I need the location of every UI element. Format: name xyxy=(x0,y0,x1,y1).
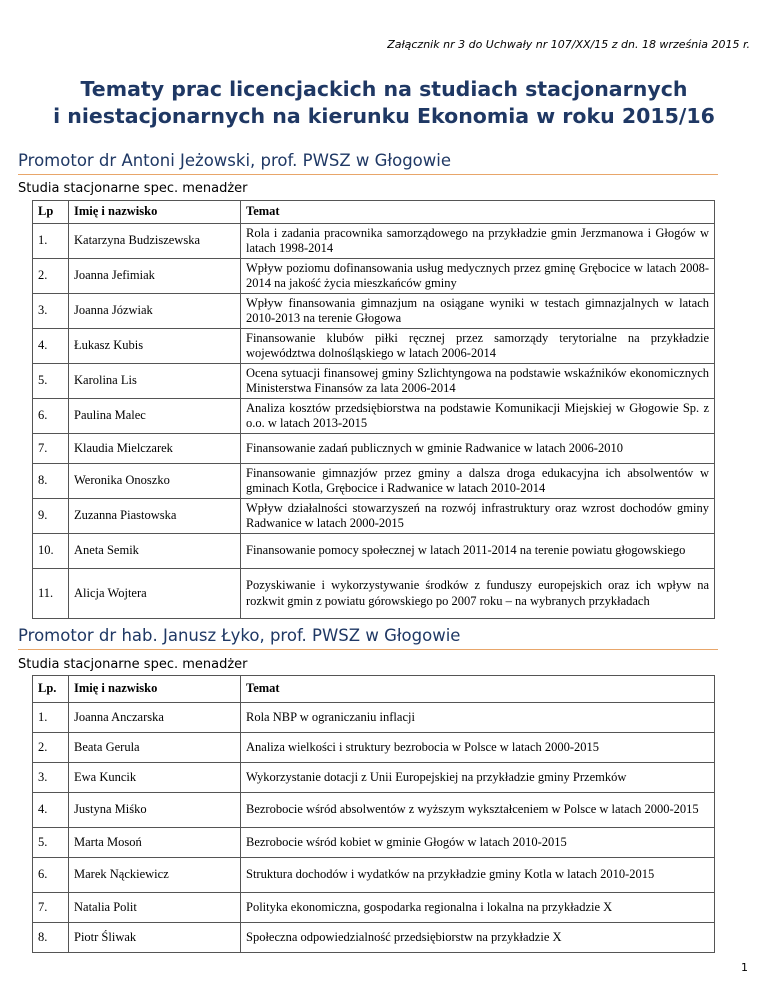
row-name: Łukasz Kubis xyxy=(69,329,241,364)
row-name: Joanna Anczarska xyxy=(69,703,241,733)
header-topic: Temat xyxy=(241,676,715,703)
row-lp: 3. xyxy=(33,294,69,329)
header-name: Imię i nazwisko xyxy=(69,201,241,224)
row-name: Aneta Semik xyxy=(69,534,241,569)
row-name: Ewa Kuncik xyxy=(69,763,241,793)
header-lp: Lp. xyxy=(33,676,69,703)
table-row xyxy=(33,763,715,793)
table-row xyxy=(33,294,715,329)
row-lp: 4. xyxy=(33,793,69,828)
promotor-heading-2: Promotor dr hab. Janusz Łyko, prof. PWSZ w Głogowie xyxy=(18,626,718,650)
row-topic: Wpływ poziomu dofinansowania usług medycznych przez gminę Grębocice w latach 2008-2014 na jakość życia mieszkańców gminy xyxy=(241,259,715,294)
table-row xyxy=(33,534,715,569)
table-row xyxy=(33,569,715,619)
row-lp: 1. xyxy=(33,224,69,259)
row-topic: Rola i zadania pracownika samorządowego na przykładzie gmin Jerzmanowa i Głogów w latach 1998-2014 xyxy=(241,224,715,259)
page-number: 1 xyxy=(741,961,748,974)
row-name: Alicja Wojtera xyxy=(69,569,241,619)
row-lp: 6. xyxy=(33,858,69,893)
table-row xyxy=(33,499,715,534)
specialization-label-1: Studia stacjonarne spec. menadżer xyxy=(18,181,248,196)
table-row xyxy=(33,703,715,733)
table-body-1 xyxy=(33,224,715,619)
title-line-1: Tematy prac licencjackich na studiach stacjonarnych xyxy=(80,77,688,101)
header-note: Załącznik nr 3 do Uchwały nr 107/XX/15 z dn. 18 września 2015 r. xyxy=(387,38,750,51)
table-row xyxy=(33,364,715,399)
row-topic: Finansowanie gimnazjów przez gminy a dalsza droga edukacyjna ich absolwentów w gminach Kotla, Grębocice i Radwanice w latach 2010-2014 xyxy=(241,464,715,499)
row-topic: Struktura dochodów i wydatków na przykładzie gminy Kotla w latach 2010-2015 xyxy=(241,858,715,893)
header-topic: Temat xyxy=(241,201,715,224)
row-name: Karolina Lis xyxy=(69,364,241,399)
table-row xyxy=(33,893,715,923)
row-name: Weronika Onoszko xyxy=(69,464,241,499)
table-row xyxy=(33,923,715,953)
row-name: Marek Nąckiewicz xyxy=(69,858,241,893)
row-topic: Wpływ finansowania gimnazjum na osiągane wyniki w testach gimnazjalnych w latach 2010-2013 na terenie Głogowa xyxy=(241,294,715,329)
row-topic: Ocena sytuacji finansowej gminy Szlichtyngowa na podstawie wskaźników ekonomicznych Ministerstwa Finansów za lata 2006-2014 xyxy=(241,364,715,399)
row-topic: Bezrobocie wśród kobiet w gminie Głogów w latach 2010-2015 xyxy=(241,828,715,858)
row-lp: 8. xyxy=(33,464,69,499)
row-name: Joanna Jefimiak xyxy=(69,259,241,294)
row-lp: 5. xyxy=(33,364,69,399)
promotor-heading-1: Promotor dr Antoni Jeżowski, prof. PWSZ w Głogowie xyxy=(18,151,718,175)
table-body-2 xyxy=(33,703,715,953)
table-row xyxy=(33,259,715,294)
row-topic: Finansowanie klubów piłki ręcznej przez samorządy terytorialne na przykładzie województwa dolnośląskiego w latach 2006-2014 xyxy=(241,329,715,364)
row-lp: 10. xyxy=(33,534,69,569)
row-lp: 7. xyxy=(33,893,69,923)
row-topic: Wpływ działalności stowarzyszeń na rozwój infrastruktury oraz wzrost dochodów gminy Radwanice w latach 2000-2015 xyxy=(241,499,715,534)
row-name: Marta Mosoń xyxy=(69,828,241,858)
row-lp: 6. xyxy=(33,399,69,434)
table-row xyxy=(33,733,715,763)
row-lp: 3. xyxy=(33,763,69,793)
row-topic: Polityka ekonomiczna, gospodarka regionalna i lokalna na przykładzie X xyxy=(241,893,715,923)
table-row xyxy=(33,858,715,893)
table-row xyxy=(33,224,715,259)
row-name: Beata Gerula xyxy=(69,733,241,763)
table-row xyxy=(33,329,715,364)
row-name: Paulina Malec xyxy=(69,399,241,434)
row-lp: 7. xyxy=(33,434,69,464)
row-name: Piotr Śliwak xyxy=(69,923,241,953)
row-name: Katarzyna Budziszewska xyxy=(69,224,241,259)
topics-table-2 xyxy=(32,675,715,953)
row-topic: Finansowanie pomocy społecznej w latach 2011-2014 na terenie powiatu głogowskiego xyxy=(241,534,715,569)
row-lp: 2. xyxy=(33,259,69,294)
specialization-label-2: Studia stacjonarne spec. menadżer xyxy=(18,657,248,672)
row-name: Justyna Miśko xyxy=(69,793,241,828)
table-row xyxy=(33,464,715,499)
row-name: Joanna Józwiak xyxy=(69,294,241,329)
table-row xyxy=(33,793,715,828)
row-name: Klaudia Mielczarek xyxy=(69,434,241,464)
table-row xyxy=(33,828,715,858)
row-lp: 4. xyxy=(33,329,69,364)
row-name: Natalia Polit xyxy=(69,893,241,923)
row-topic: Analiza kosztów przedsiębiorstwa na podstawie Komunikacji Miejskiej w Głogowie Sp. z o.o. w latach 2013-2015 xyxy=(241,399,715,434)
row-lp: 9. xyxy=(33,499,69,534)
row-topic: Społeczna odpowiedzialność przedsiębiorstw na przykładzie X xyxy=(241,923,715,953)
row-lp: 11. xyxy=(33,569,69,619)
header-lp: Lp xyxy=(33,201,69,224)
row-name: Zuzanna Piastowska xyxy=(69,499,241,534)
topics-table-1 xyxy=(32,200,715,619)
row-topic: Rola NBP w ograniczaniu inflacji xyxy=(241,703,715,733)
table-header-row xyxy=(33,676,715,703)
row-lp: 2. xyxy=(33,733,69,763)
row-topic: Analiza wielkości i struktury bezrobocia w Polsce w latach 2000-2015 xyxy=(241,733,715,763)
row-topic: Pozyskiwanie i wykorzystywanie środków z funduszy europejskich oraz ich wpływ na rozkwit gmin z powiatu górowskiego po 2007 roku – na wybranych przykładach xyxy=(241,569,715,619)
row-topic: Bezrobocie wśród absolwentów z wyższym wykształceniem w Polsce w latach 2000-2015 xyxy=(241,793,715,828)
page-title xyxy=(0,76,768,130)
row-lp: 8. xyxy=(33,923,69,953)
row-topic: Wykorzystanie dotacji z Unii Europejskiej na przykładzie gminy Przemków xyxy=(241,763,715,793)
table-row xyxy=(33,434,715,464)
table-header-row xyxy=(33,201,715,224)
row-lp: 1. xyxy=(33,703,69,733)
header-name: Imię i nazwisko xyxy=(69,676,241,703)
row-lp: 5. xyxy=(33,828,69,858)
table-row xyxy=(33,399,715,434)
row-topic: Finansowanie zadań publicznych w gminie Radwanice w latach 2006-2010 xyxy=(241,434,715,464)
title-line-2: i niestacjonarnych na kierunku Ekonomia w roku 2015/16 xyxy=(53,104,715,128)
